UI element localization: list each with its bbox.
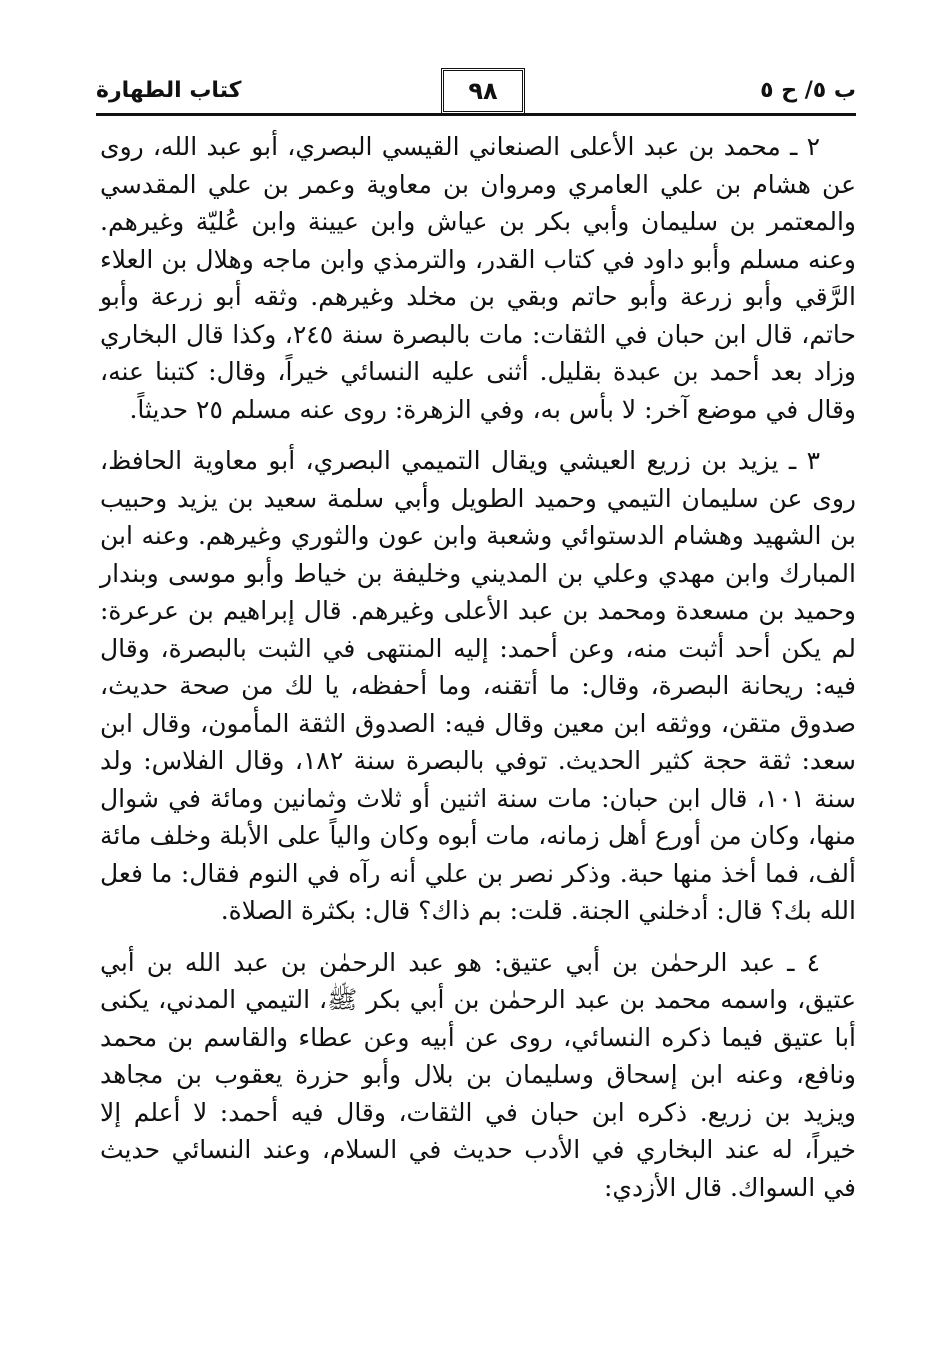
- paragraph-narrator-3: ٣ ـ يزيد بن زريع العيشي ويقال التميمي البصري، أبو معاوية الحافظ، روى عن سليمان التيمي وحميد الطويل وأبي سلمة سعيد بن يزيد وحبيب بن الشهيد وهشام الدستوائي وشعبة وابن عون والثوري وغيرهم. وعنه ابن المبارك وابن مهدي وعلي بن المديني وخليفة بن خياط وأبو موسى وبندار وحميد بن مسعدة ومحمد بن عبد الأعلى وغيرهم. قال إبراهيم بن عرعرة: لم يكن أحد أثبت منه، وعن أحمد: إليه المنتهى في الثبت بالبصرة، وقال فيه: ريحانة البصرة، وقال: ما أتقنه، وما أحفظه، يا لك من صحة حديث، صدوق متقن، ووثقه ابن معين وقال فيه: الصدوق الثقة المأمون، وقال ابن سعد: ثقة حجة كثير الحديث. توفي بالبصرة سنة ١٨٢، وقال الفلاس: ولد سنة ١٠١، قال ابن حبان: مات سنة اثنين أو ثلاث وثمانين ومائة في شوال منها، وكان من أورع أهل زمانه، مات أبوه وكان والياً على الأبلة وخلف مائة ألف، فما أخذ منها حبة. وذكر نصر بن علي أنه رآه في النوم فقال: ما فعل الله بك؟ قال: أدخلني الجنة. قلت: بم ذاك؟ قال: بكثرة الصلاة.: [100, 446, 857, 925]
- book-title: كتاب الطهارة: [96, 78, 242, 103]
- header-divider: [96, 113, 856, 116]
- page-body: [100, 128, 856, 1220]
- paragraph-narrator-2: ٢ ـ محمد بن عبد الأعلى الصنعاني القيسي البصري، أبو عبد الله، روى عن هشام بن علي العامري ومروان بن معاوية وعمر بن علي المقدسي والمعتمر بن سليمان وأبي بكر بن عياش وابن عيينة وابن عُليّة وغيرهم. وعنه مسلم وأبو داود في كتاب القدر، والترمذي وابن ماجه وهلال بن العلاء الرَّقي وأبو زرعة وأبو حاتم وبقي بن مخلد وغيرهم. وثقه أبو زرعة وأبو حاتم، قال ابن حبان في الثقات: مات بالبصرة سنة ٢٤٥، وكذا قال البخاري وزاد بعد أحمد بن عبدة بقليل. أثنى عليه النسائي خيراً، وقال: كتبنا عنه، وقال في موضع آخر: لا بأس به، وفي الزهرة: روى عنه مسلم ٢٥ حديثاً.: [100, 132, 856, 424]
- page-number: ٩٨: [441, 68, 525, 114]
- chapter-reference: ب ٥/ ح ٥: [760, 78, 856, 103]
- paragraph-narrator-4: ٤ ـ عبد الرحمٰن بن أبي عتيق: هو عبد الرحمٰن بن عبد الله بن أبي عتيق، واسمه محمد بن عبد الرحمٰن بن أبي بكر ﷺ، التيمي المدني، يكنى أبا عتيق فيما ذكره النسائي، روى عن أبيه وعن عطاء والقاسم بن محمد ونافع، وعنه ابن إسحاق وسليمان بن بلال وأبو حزرة يعقوب بن مجاهد ويزيد بن زريع. ذكره ابن حبان في الثقات، وقال فيه أحمد: لا أعلم إلا خيراً، له عند البخاري في الأدب حديث في السلام، وعند النسائي حديث في السواك. قال الأزدي:: [100, 947, 856, 1202]
- page-header: [96, 68, 856, 114]
